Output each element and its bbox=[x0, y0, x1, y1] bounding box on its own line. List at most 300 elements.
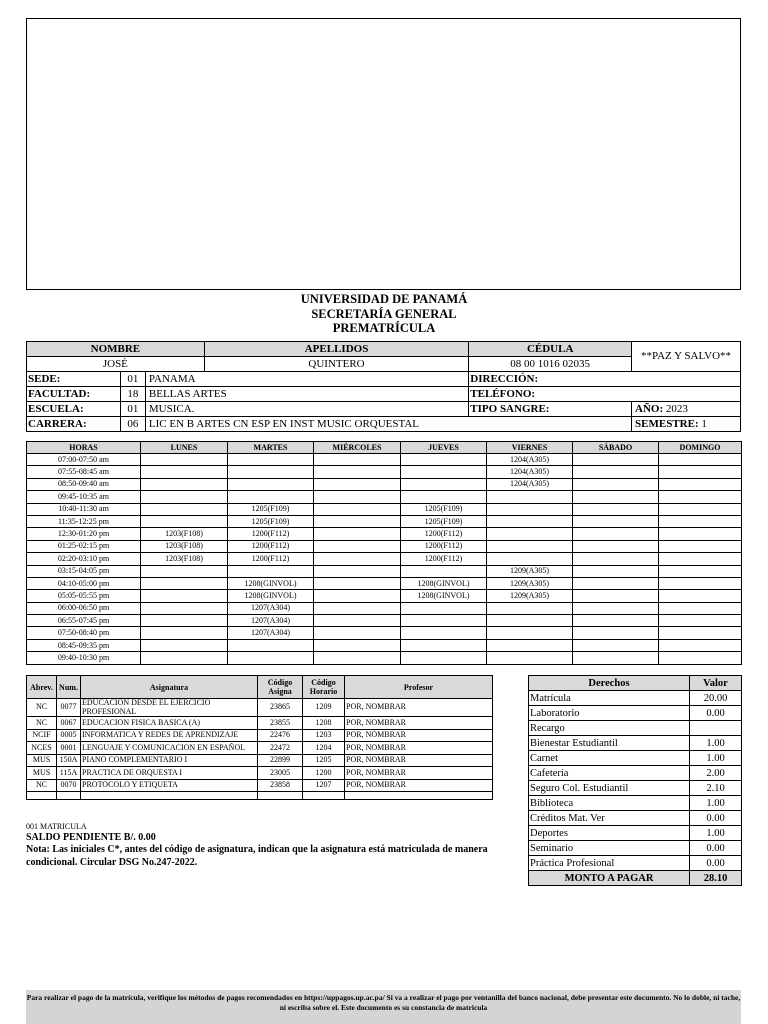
fee-value: 0.00 bbox=[690, 841, 742, 856]
schedule-cell bbox=[401, 639, 487, 651]
student-surnames: QUINTERO bbox=[204, 357, 469, 372]
schedule-cell bbox=[141, 615, 228, 627]
subject-name: PIANO COMPLEMENTARIO I bbox=[81, 754, 258, 767]
schedule-cell bbox=[487, 602, 573, 614]
schedule-time: 07:55-08:45 am bbox=[27, 466, 141, 478]
empty-cell bbox=[57, 792, 81, 800]
schedule-cell: 1200(F112) bbox=[401, 528, 487, 540]
schedule-header-5: VIERNES bbox=[487, 442, 573, 454]
schedule-cell bbox=[487, 553, 573, 565]
subject-row bbox=[27, 779, 493, 792]
schedule-cell bbox=[141, 652, 228, 664]
schedule-cell bbox=[659, 491, 742, 503]
year-value: 2023 bbox=[665, 402, 688, 415]
schedule-cell bbox=[487, 615, 573, 627]
fee-name: Carnet bbox=[529, 751, 690, 766]
schedule-cell bbox=[401, 478, 487, 490]
schedule-cell bbox=[228, 652, 314, 664]
student-name: JOSÉ bbox=[27, 357, 205, 372]
schedule-cell bbox=[228, 478, 314, 490]
schedule-cell bbox=[141, 454, 228, 466]
schedule-cell bbox=[401, 627, 487, 639]
schedule-cell bbox=[141, 491, 228, 503]
empty-cell bbox=[258, 792, 303, 800]
total-value: 28.10 bbox=[690, 871, 742, 886]
schedule-cell bbox=[659, 528, 742, 540]
empty-cell bbox=[27, 792, 57, 800]
fees-table bbox=[528, 675, 742, 886]
schedule-cell: 1208(GINVOL) bbox=[228, 577, 314, 589]
schedule-cell: 1200(F112) bbox=[401, 553, 487, 565]
schedule-cell: 1204(A305) bbox=[487, 466, 573, 478]
subject-abrev: NCES bbox=[27, 742, 57, 755]
schedule-header-3: MIÉRCOLES bbox=[314, 442, 401, 454]
schedule-table bbox=[26, 441, 742, 665]
schedule-code: 1203 bbox=[303, 729, 345, 742]
schedule-code-header bbox=[303, 676, 345, 699]
schedule-cell bbox=[401, 454, 487, 466]
school-code: 01 bbox=[120, 402, 145, 417]
subject-row-empty bbox=[27, 792, 493, 800]
schedule-cell: 1209(A305) bbox=[487, 590, 573, 602]
professor-name: POR, NOMBRAR bbox=[345, 754, 493, 767]
faculty-label: FACULTAD: bbox=[27, 387, 121, 402]
schedule-row bbox=[27, 639, 742, 651]
subject-code-header-line2: Asigna bbox=[268, 687, 292, 696]
schedule-cell bbox=[659, 515, 742, 527]
schedule-time: 10:40-11:30 am bbox=[27, 503, 141, 515]
schedule-cell: 1208(GINVOL) bbox=[401, 590, 487, 602]
enrollment-code: 001 MATRICULA bbox=[26, 822, 87, 831]
fee-value: 2.10 bbox=[690, 781, 742, 796]
schedule-row bbox=[27, 540, 742, 552]
schedule-cell bbox=[487, 652, 573, 664]
fee-name: Cafetería bbox=[529, 766, 690, 781]
semester-value: 1 bbox=[701, 417, 707, 430]
schedule-cell bbox=[314, 565, 401, 577]
schedule-cell: 1204(A305) bbox=[487, 454, 573, 466]
schedule-cell bbox=[228, 454, 314, 466]
schedule-header-6: SÁBADO bbox=[573, 442, 659, 454]
fee-row bbox=[529, 766, 742, 781]
schedule-cell bbox=[659, 615, 742, 627]
blood-type-label: TIPO SANGRE: bbox=[469, 402, 632, 417]
fee-value: 1.00 bbox=[690, 826, 742, 841]
semester-label: SEMESTRE: bbox=[635, 417, 699, 430]
schedule-row bbox=[27, 565, 742, 577]
fee-row bbox=[529, 826, 742, 841]
schedule-cell bbox=[573, 515, 659, 527]
subject-code: 22472 bbox=[258, 742, 303, 755]
document-header bbox=[0, 292, 768, 336]
schedule-header-1: LUNES bbox=[141, 442, 228, 454]
fee-value: 0.00 bbox=[690, 856, 742, 871]
professor-name: POR, NOMBRAR bbox=[345, 742, 493, 755]
student-info-table bbox=[26, 341, 741, 432]
schedule-cell bbox=[228, 639, 314, 651]
schedule-cell bbox=[141, 602, 228, 614]
subject-row bbox=[27, 742, 493, 755]
fee-value: 0.00 bbox=[690, 811, 742, 826]
schedule-row bbox=[27, 454, 742, 466]
schedule-cell bbox=[141, 627, 228, 639]
subject-row bbox=[27, 717, 493, 730]
schedule-cell bbox=[659, 540, 742, 552]
schedule-cell: 1200(F112) bbox=[228, 528, 314, 540]
fee-value: 2.00 bbox=[690, 766, 742, 781]
schedule-cell: 1209(A305) bbox=[487, 565, 573, 577]
fee-name: Matrícula bbox=[529, 691, 690, 706]
fee-row bbox=[529, 751, 742, 766]
schedule-cell bbox=[487, 491, 573, 503]
fee-row bbox=[529, 781, 742, 796]
schedule-cell bbox=[314, 553, 401, 565]
fee-name: Seminario bbox=[529, 841, 690, 856]
year-label: AÑO: bbox=[635, 402, 664, 415]
schedule-cell: 1207(A304) bbox=[228, 602, 314, 614]
fee-name: Seguro Col. Estudiantil bbox=[529, 781, 690, 796]
fee-value: 1.00 bbox=[690, 751, 742, 766]
schedule-cell: 1200(F112) bbox=[401, 540, 487, 552]
fee-value bbox=[690, 721, 742, 736]
schedule-row bbox=[27, 478, 742, 490]
faculty-code: 18 bbox=[120, 387, 145, 402]
conditional-note: Nota: Las iniciales C*, antes del código de asignatura, indican que la asignatura está matriculada de manera condicional. Circular DSG No.247-2022. bbox=[26, 844, 488, 868]
fee-value: 1.00 bbox=[690, 736, 742, 751]
fee-row bbox=[529, 736, 742, 751]
schedule-row bbox=[27, 515, 742, 527]
career-name: LIC EN B ARTES CN ESP EN INST MUSIC ORQUESTAL bbox=[145, 417, 631, 432]
schedule-cell bbox=[659, 454, 742, 466]
schedule-time: 01:25-02:15 pm bbox=[27, 540, 141, 552]
schedule-cell bbox=[228, 466, 314, 478]
subject-abrev: MUS bbox=[27, 767, 57, 780]
schedule-cell bbox=[141, 577, 228, 589]
fee-name: Deportes bbox=[529, 826, 690, 841]
phone-label: TELÉFONO: bbox=[469, 387, 741, 402]
schedule-cell: 1203(F108) bbox=[141, 528, 228, 540]
schedule-cell: 1208(GINVOL) bbox=[228, 590, 314, 602]
schedule-cell bbox=[314, 528, 401, 540]
schedule-header-4: JUEVES bbox=[401, 442, 487, 454]
schedule-cell: 1207(A304) bbox=[228, 627, 314, 639]
schedule-header-7: DOMINGO bbox=[659, 442, 742, 454]
schedule-time: 12:30-01:20 pm bbox=[27, 528, 141, 540]
subject-code: 23005 bbox=[258, 767, 303, 780]
schedule-cell bbox=[573, 478, 659, 490]
schedule-cell bbox=[487, 639, 573, 651]
subject-num: 0067 bbox=[57, 717, 81, 730]
document-type-title: PREMATRÍCULA bbox=[332, 321, 436, 335]
photo-area bbox=[26, 18, 741, 290]
professor-name: POR, NOMBRAR bbox=[345, 767, 493, 780]
fee-row bbox=[529, 841, 742, 856]
schedule-cell bbox=[314, 615, 401, 627]
schedule-cell bbox=[401, 615, 487, 627]
schedule-cell bbox=[659, 478, 742, 490]
abrev-header: Abrev. bbox=[27, 676, 57, 699]
sede-code: 01 bbox=[120, 372, 145, 387]
faculty-name: BELLAS ARTES bbox=[145, 387, 468, 402]
address-label: DIRECCIÓN: bbox=[469, 372, 741, 387]
student-id: 08 00 1016 02035 bbox=[469, 357, 632, 372]
schedule-header-2: MARTES bbox=[228, 442, 314, 454]
schedule-cell bbox=[659, 553, 742, 565]
empty-cell bbox=[303, 792, 345, 800]
schedule-code-header-line1: Código bbox=[311, 678, 336, 687]
num-header: Num. bbox=[57, 676, 81, 699]
schedule-time: 07:00-07:50 am bbox=[27, 454, 141, 466]
subject-abrev: NC bbox=[27, 779, 57, 792]
professor-header: Profesor bbox=[345, 676, 493, 699]
surnames-header: APELLIDOS bbox=[204, 342, 469, 357]
school-name: MUSICA. bbox=[145, 402, 468, 417]
subject-name: EDUCACIÓN DESDE EL EJERCICIO PROFESIONAL bbox=[81, 699, 258, 717]
schedule-cell bbox=[141, 565, 228, 577]
schedule-header-0: HORAS bbox=[27, 442, 141, 454]
career-label: CARRERA: bbox=[27, 417, 121, 432]
schedule-cell bbox=[573, 577, 659, 589]
schedule-cell bbox=[573, 528, 659, 540]
schedule-cell: 1208(GINVOL) bbox=[401, 577, 487, 589]
career-code: 06 bbox=[120, 417, 145, 432]
schedule-time: 09:45-10:35 am bbox=[27, 491, 141, 503]
schedule-row bbox=[27, 466, 742, 478]
schedule-cell bbox=[401, 466, 487, 478]
schedule-row bbox=[27, 503, 742, 515]
schedule-cell: 1200(F112) bbox=[228, 540, 314, 552]
schedule-code: 1209 bbox=[303, 699, 345, 717]
fee-row bbox=[529, 811, 742, 826]
schedule-code: 1204 bbox=[303, 742, 345, 755]
schedule-cell bbox=[659, 503, 742, 515]
schedule-row bbox=[27, 627, 742, 639]
subject-num: 0070 bbox=[57, 779, 81, 792]
schedule-cell bbox=[314, 540, 401, 552]
schedule-cell bbox=[573, 491, 659, 503]
subject-abrev: NC bbox=[27, 699, 57, 717]
schedule-cell bbox=[314, 478, 401, 490]
subject-num: 115A bbox=[57, 767, 81, 780]
schedule-cell: 1205(F109) bbox=[401, 503, 487, 515]
schedule-row bbox=[27, 615, 742, 627]
schedule-cell bbox=[141, 478, 228, 490]
fee-row bbox=[529, 721, 742, 736]
schedule-time: 02:20-03:10 pm bbox=[27, 553, 141, 565]
schedule-cell bbox=[487, 627, 573, 639]
schedule-cell bbox=[659, 652, 742, 664]
schedule-cell bbox=[659, 602, 742, 614]
subject-name: INFORMATICA Y REDES DE APRENDIZAJE bbox=[81, 729, 258, 742]
schedule-cell bbox=[573, 615, 659, 627]
professor-name: POR, NOMBRAR bbox=[345, 729, 493, 742]
schedule-cell bbox=[573, 590, 659, 602]
fee-name: Biblioteca bbox=[529, 796, 690, 811]
schedule-cell bbox=[659, 590, 742, 602]
subject-code: 23855 bbox=[258, 717, 303, 730]
schedule-cell bbox=[141, 515, 228, 527]
schedule-code: 1207 bbox=[303, 779, 345, 792]
year-cell bbox=[632, 402, 741, 417]
schedule-time: 04:10-05:00 pm bbox=[27, 577, 141, 589]
schedule-row bbox=[27, 590, 742, 602]
schedule-cell bbox=[659, 577, 742, 589]
schedule-cell bbox=[314, 503, 401, 515]
fees-name-header: Derechos bbox=[529, 676, 690, 691]
subject-abrev: NCIF bbox=[27, 729, 57, 742]
subject-abrev: NC bbox=[27, 717, 57, 730]
schedule-code: 1205 bbox=[303, 754, 345, 767]
payment-footer: Para realizar el pago de la matrícula, verifique los métodos de pagos recomendados en https://uppagos.up.ac.pa/ Si va a realizar el pago por ventanilla del banco nacional, debe presentar este documento. No lo doble, ni tache, ni escriba sobre el. Este documento es su constancia de matricula bbox=[26, 990, 741, 1024]
schedule-cell bbox=[573, 652, 659, 664]
professor-name: POR, NOMBRAR bbox=[345, 779, 493, 792]
schedule-row bbox=[27, 652, 742, 664]
schedule-cell: 1207(A304) bbox=[228, 615, 314, 627]
subject-code: 23858 bbox=[258, 779, 303, 792]
sede-label: SEDE: bbox=[27, 372, 121, 387]
schedule-time: 05:05-05:55 pm bbox=[27, 590, 141, 602]
subject-code: 22899 bbox=[258, 754, 303, 767]
fee-name: Bienestar Estudiantil bbox=[529, 736, 690, 751]
schedule-cell bbox=[141, 639, 228, 651]
schedule-cell bbox=[487, 528, 573, 540]
schedule-cell bbox=[573, 602, 659, 614]
total-label: MONTO A PAGAR bbox=[529, 871, 690, 886]
subject-num: 0077 bbox=[57, 699, 81, 717]
fee-value: 1.00 bbox=[690, 796, 742, 811]
pending-balance: SALDO PENDIENTE B/. 0.00 bbox=[26, 832, 156, 843]
schedule-cell: 1209(A305) bbox=[487, 577, 573, 589]
subject-code: 23865 bbox=[258, 699, 303, 717]
schedule-cell bbox=[487, 515, 573, 527]
schedule-time: 07:50-08:40 pm bbox=[27, 627, 141, 639]
subject-name: PRACTICA DE ORQUESTA I bbox=[81, 767, 258, 780]
schedule-row bbox=[27, 528, 742, 540]
name-header: NOMBRE bbox=[27, 342, 205, 357]
schedule-time: 11:35-12:25 pm bbox=[27, 515, 141, 527]
schedule-cell bbox=[314, 602, 401, 614]
fee-name: Recargo bbox=[529, 721, 690, 736]
subject-num: 150A bbox=[57, 754, 81, 767]
schedule-cell bbox=[314, 577, 401, 589]
schedule-cell bbox=[401, 491, 487, 503]
schedule-time: 09:40-10:30 pm bbox=[27, 652, 141, 664]
empty-cell bbox=[345, 792, 493, 800]
schedule-cell bbox=[573, 565, 659, 577]
fee-row bbox=[529, 706, 742, 721]
schedule-cell bbox=[659, 466, 742, 478]
schedule-cell: 1205(F109) bbox=[228, 503, 314, 515]
schedule-row bbox=[27, 553, 742, 565]
fee-name: Laboratorio bbox=[529, 706, 690, 721]
fee-row bbox=[529, 856, 742, 871]
schedule-cell bbox=[659, 627, 742, 639]
schedule-cell bbox=[573, 627, 659, 639]
schedule-time: 08:45-09:35 pm bbox=[27, 639, 141, 651]
schedule-cell bbox=[487, 540, 573, 552]
subjects-table bbox=[26, 675, 493, 800]
schedule-cell: 1205(F109) bbox=[228, 515, 314, 527]
sede-name: PANAMA bbox=[145, 372, 468, 387]
schedule-cell bbox=[314, 627, 401, 639]
schedule-cell bbox=[659, 565, 742, 577]
fee-value: 0.00 bbox=[690, 706, 742, 721]
schedule-cell: 1204(A305) bbox=[487, 478, 573, 490]
subject-num: 0005 bbox=[57, 729, 81, 742]
empty-cell bbox=[81, 792, 258, 800]
school-label: ESCUELA: bbox=[27, 402, 121, 417]
subject-row bbox=[27, 729, 493, 742]
schedule-cell bbox=[487, 503, 573, 515]
schedule-code: 1200 bbox=[303, 767, 345, 780]
semester-cell bbox=[632, 417, 741, 432]
university-title: UNIVERSIDAD DE PANAMÁ bbox=[300, 292, 468, 306]
schedule-cell bbox=[228, 565, 314, 577]
subject-row bbox=[27, 754, 493, 767]
schedule-cell: 1203(F108) bbox=[141, 540, 228, 552]
schedule-cell: 1205(F109) bbox=[401, 515, 487, 527]
subject-name: EDUCACION FISICA BASICA (A) bbox=[81, 717, 258, 730]
subject-code-header-line1: Código bbox=[267, 678, 293, 687]
schedule-time: 03:15-04:05 pm bbox=[27, 565, 141, 577]
fee-name: Práctica Profesional bbox=[529, 856, 690, 871]
schedule-cell bbox=[401, 652, 487, 664]
subject-name: LENGUAJE Y COMUNICACION EN ESPAÑOL bbox=[81, 742, 258, 755]
schedule-cell bbox=[659, 639, 742, 651]
subject-abrev: MUS bbox=[27, 754, 57, 767]
schedule-time: 06:00-06:50 pm bbox=[27, 602, 141, 614]
schedule-row bbox=[27, 602, 742, 614]
schedule-cell bbox=[573, 466, 659, 478]
subject-row bbox=[27, 699, 493, 717]
schedule-cell bbox=[314, 652, 401, 664]
fee-row bbox=[529, 691, 742, 706]
subject-name: PROTOCOLO Y ETIQUETA bbox=[81, 779, 258, 792]
schedule-time: 08:50-09:40 am bbox=[27, 478, 141, 490]
schedule-cell bbox=[314, 454, 401, 466]
subject-code-header bbox=[258, 676, 303, 699]
schedule-cell bbox=[314, 491, 401, 503]
fees-value-header: Valor bbox=[690, 676, 742, 691]
schedule-code: 1208 bbox=[303, 717, 345, 730]
schedule-time: 06:55-07:45 pm bbox=[27, 615, 141, 627]
schedule-cell bbox=[314, 590, 401, 602]
schedule-cell bbox=[228, 491, 314, 503]
fee-name: Créditos Mat. Ver bbox=[529, 811, 690, 826]
schedule-row bbox=[27, 577, 742, 589]
id-header: CÉDULA bbox=[469, 342, 632, 357]
schedule-cell bbox=[401, 602, 487, 614]
schedule-cell bbox=[314, 515, 401, 527]
schedule-cell bbox=[573, 639, 659, 651]
subject-row bbox=[27, 767, 493, 780]
schedule-row bbox=[27, 491, 742, 503]
subject-code: 22476 bbox=[258, 729, 303, 742]
schedule-cell: 1200(F112) bbox=[228, 553, 314, 565]
fee-value: 20.00 bbox=[690, 691, 742, 706]
status-badge: **PAZ Y SALVO** bbox=[632, 342, 741, 372]
schedule-cell bbox=[573, 503, 659, 515]
schedule-cell bbox=[573, 553, 659, 565]
schedule-cell bbox=[401, 565, 487, 577]
fee-row bbox=[529, 796, 742, 811]
subject-num: 0001 bbox=[57, 742, 81, 755]
schedule-code-header-line2: Horario bbox=[309, 687, 338, 696]
schedule-cell bbox=[141, 590, 228, 602]
schedule-cell bbox=[141, 466, 228, 478]
subject-header: Asignatura bbox=[81, 676, 258, 699]
schedule-cell: 1203(F108) bbox=[141, 553, 228, 565]
